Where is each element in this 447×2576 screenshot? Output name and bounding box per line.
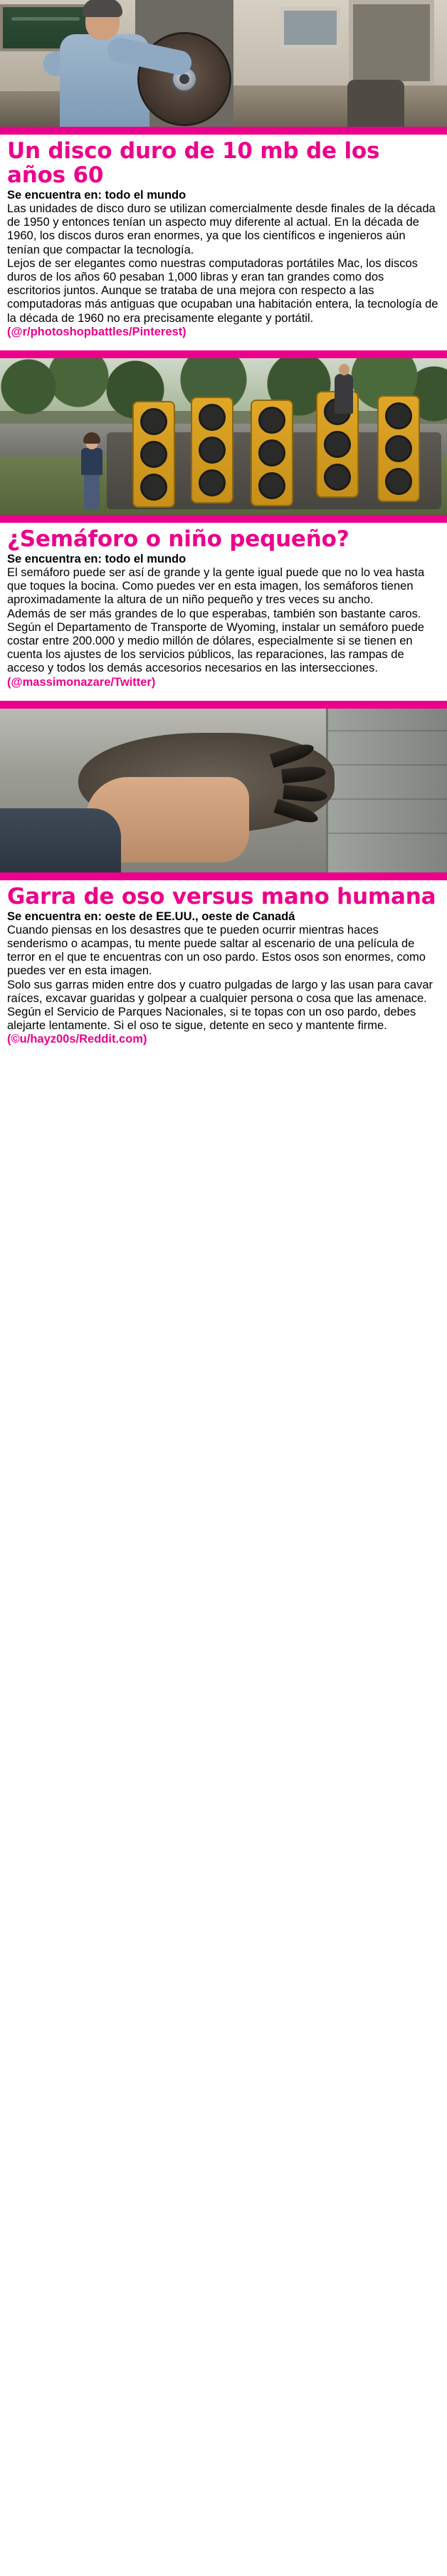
traffic-light-lens-green [385, 468, 412, 495]
section-body-traffic-light-2 [7, 608, 440, 689]
traffic-light-lens-red [199, 404, 226, 431]
metal-panel [326, 709, 447, 872]
woman-torso [81, 448, 102, 475]
section-subtitle-hard-disk: Se encuentra en: todo el mundo [7, 189, 186, 202]
section-body-bear-claw-1: Cuando piensas en los desastres que te pueden ocurrir mientras haces senderismo o acampas, tu mente puede saltar al escenario de una película de terror en el que te encuentras con un oso pardo. Estos osos son enormes, como puedes ver en esta imagen. [7, 923, 426, 978]
section-subtitle-traffic-light: Se encuentra en: todo el mundo [7, 553, 186, 566]
traffic-light-lens-yellow [140, 441, 167, 468]
section-credit-bear-claw: (©u/hayz00s/Reddit.com) [7, 1033, 147, 1046]
article-page [0, 0, 447, 1047]
traffic-light-lens-green [258, 472, 285, 499]
traffic-light-lens-red [140, 408, 167, 435]
section-title-hard-disk: Un disco duro de 10 mb de los años 60 [7, 138, 380, 188]
article-image-hard-disk [0, 0, 447, 127]
traffic-light-1 [132, 401, 175, 508]
door-frame [349, 0, 434, 85]
traffic-light-lens-yellow [199, 437, 226, 464]
divider-bar-1 [0, 127, 447, 135]
section-body-traffic-light-2-text: Además de ser más grandes de lo que esperabas, también son bastante caros. Según el Departamento de Transporte de Wyoming, instalar un semáforo puede costar entre 200.000 y medio millón de dólares, especialmente si se tienen en cuenta los ajustes de los servicios públicos, las reparaciones, las rampas de acceso y todos los demás accesorios necesarios en las intersecciones. [7, 607, 424, 675]
divider-bar-3 [0, 515, 447, 523]
traffic-light-lens-yellow [258, 439, 285, 466]
section-body-hard-disk-2 [7, 257, 440, 339]
article-image-bear-claw [0, 709, 447, 872]
section-credit-traffic-light: (@massimonazare/Twitter) [7, 675, 156, 689]
traffic-light-5 [377, 395, 420, 502]
hard-disk-hub-center [179, 74, 189, 84]
section-title-bear-claw: Garra de oso versus mano humana [7, 883, 436, 909]
article-section-hard-disk [0, 135, 447, 350]
traffic-light-2 [191, 397, 233, 504]
article-section-bear-claw [0, 880, 447, 1047]
man-torso [335, 374, 353, 414]
section-body-hard-disk-1: Las unidades de disco duro se utilizan comercialmente desde finales de la década de 1950 y entonces tenían un aspecto muy diferente al actual. En la década de 1960, los discos duros eran enormes, ya que los científicos e ingenieros aún tenían que compactar la tecnología. [7, 202, 436, 256]
divider-bar-5 [0, 872, 447, 880]
article-section-traffic-light [0, 523, 447, 701]
traffic-light-lens-green [199, 469, 226, 496]
traffic-light-lens-green [324, 464, 351, 491]
traffic-light-3 [251, 400, 293, 506]
section-body-traffic-light-1: El semáforo puede ser así de grande y la gente igual puede que no lo vea hasta que toques la bocina. Como puedes ver en esta imagen, los semáforos tienen aproximadamente la altura de un niño pequeño y tres veces su ancho. [7, 566, 425, 607]
desk-right [233, 85, 447, 127]
section-title-traffic-light: ¿Semáforo o niño pequeño? [7, 526, 349, 553]
woman-legs [84, 474, 100, 509]
traffic-light-lens-red [385, 402, 412, 429]
office-chair [347, 80, 404, 127]
traffic-light-lens-red [258, 407, 285, 434]
section-subtitle-bear-claw: Se encuentra en: oeste de EE.UU., oeste de Canadá [7, 909, 295, 923]
section-body-bear-claw-3-text: Según el Servicio de Parques Nacionales, si te topas con un oso pardo, debes alejarte lentamente. Si el oso te sigue, detente en seco y mantente firme. [7, 1006, 416, 1033]
traffic-light-lens-yellow [385, 435, 412, 462]
window [280, 7, 340, 48]
person-hair [83, 0, 122, 17]
section-body-hard-disk-2-text: Lejos de ser elegantes como nuestras computadoras portátiles Mac, los discos duros de los años 60 pesaban 1,000 libras y eran tan grandes como dos escritorios juntos. Aunque se trataba de una mejora con respecto a las computadoras más antiguas que ocupaban una habitación entera, la tecnología de la década de 1960 no era precisamente elegante y portátil. [7, 256, 438, 325]
article-image-traffic-light [0, 358, 447, 515]
traffic-light-lens-yellow [324, 431, 351, 458]
section-credit-hard-disk: (@r/photoshopbattles/Pinterest) [7, 325, 186, 338]
woman-hair [83, 432, 100, 444]
divider-bar-4 [0, 701, 447, 709]
human-arm-sleeve [0, 808, 121, 872]
man-head [339, 364, 349, 375]
divider-bar-2 [0, 350, 447, 358]
traffic-light-lens-green [140, 474, 167, 501]
section-body-bear-claw-2: Solo sus garras miden entre dos y cuatro pulgadas de largo y las usan para cavar raíces, excavar guaridas y golpear a cualquier persona o cosa que las amenace. [7, 978, 433, 1005]
section-body-bear-claw-3 [7, 1006, 440, 1047]
